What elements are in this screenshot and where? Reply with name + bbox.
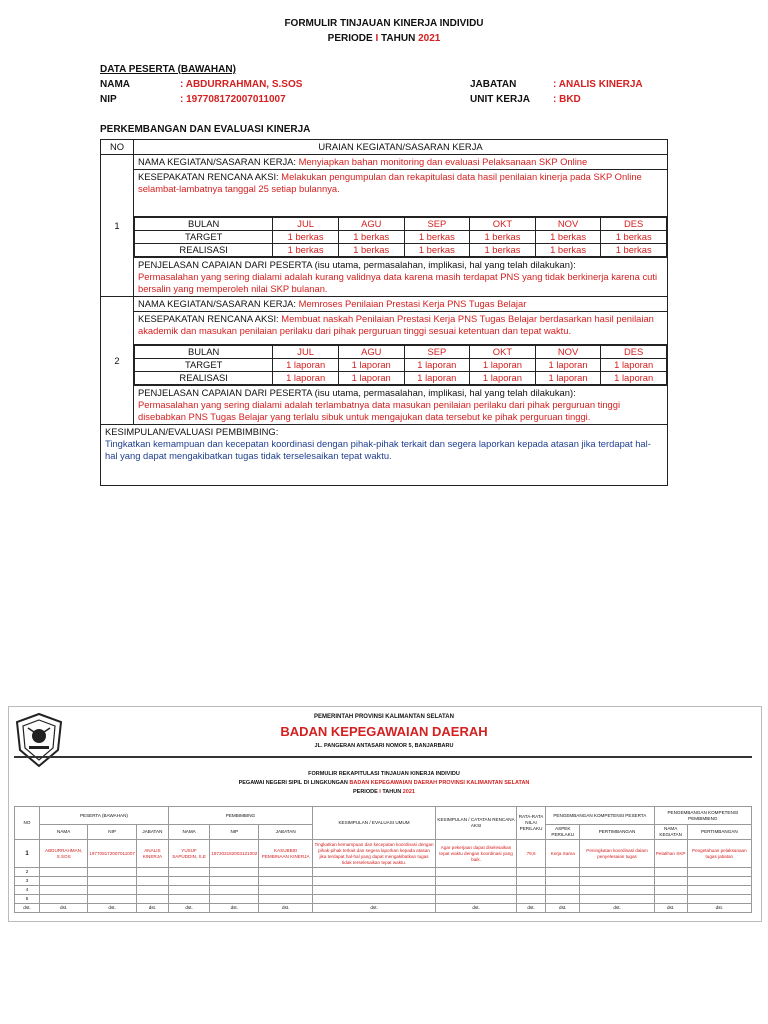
target-cell: 1 laporan <box>601 359 667 372</box>
month-cell: SEP <box>404 218 470 231</box>
section-evaluasi: PERKEMBANGAN DAN EVALUASI KINERJA <box>100 124 311 135</box>
form-title: FORMULIR TINJAUAN KINERJA INDIVIDU <box>284 18 484 29</box>
rekap-cell: Peningkatan koordinasi dalam penyelesaian tugas <box>580 840 654 868</box>
realisasi-cell: 1 berkas <box>404 244 470 257</box>
target-label: TARGET <box>135 359 273 372</box>
realisasi-cell: 1 berkas <box>273 244 339 257</box>
rekap-cell: Agar pekerjaan dapat diselesaikan tepat waktu dengan koordinasi yang baik. <box>436 840 517 868</box>
month-cell: AGU <box>338 346 404 359</box>
target-cell: 1 berkas <box>470 231 536 244</box>
emblem-logo <box>14 712 64 768</box>
rekap-cell: 197203182003121002 <box>210 840 259 868</box>
table-row <box>15 877 752 886</box>
nip-label: NIP <box>100 94 117 105</box>
rekap-alamat: JL. PANGERAN ANTASARI NOMOR 5, BANJARBARU <box>314 743 454 749</box>
rekap-cell: dst. <box>136 904 168 913</box>
kegiatan-jadwal <box>134 345 668 386</box>
rekap-cell: KASUBBID PEMBINAAN KINERJA <box>259 840 313 868</box>
rekap-cell: Kerja Sama <box>546 840 580 868</box>
rekap-cell: dst. <box>313 904 436 913</box>
rekap-head-pb-nama: NAMA <box>168 825 209 840</box>
rekap-cell: 2 <box>15 868 40 877</box>
rekap-head-pb-jabatan: JABATAN <box>259 825 313 840</box>
rekap-instansi: BADAN KEPEGAWAIAN DAERAH <box>280 724 488 739</box>
rekap-cell: ABDURRAHMAN, S.SOS <box>40 840 88 868</box>
target-cell: 1 laporan <box>470 359 536 372</box>
realisasi-cell: 1 laporan <box>273 372 339 385</box>
rekap-head-peserta: PESERTA (BAWAHAN) <box>40 807 169 825</box>
rekap-title: FORMULIR REKAPITULASI TINJAUAN KINERJA INDIVIDU <box>308 771 460 777</box>
rekap-head-nip: NIP <box>88 825 137 840</box>
jabatan-value: : ANALIS KINERJA <box>553 79 643 90</box>
kesimpulan-cell: KESIMPULAN/EVALUASI PEMBIMBING: Tingkatkan kemampuan dan kecepatan koordinasi dengan pihak-pihak terkait dan segera laporkan kepada atasan jika terdapat hal-hal yang dapat mengakibatkan tugas tidak terselesaikan tepat waktu. <box>101 425 668 486</box>
bulan-label: BULAN <box>135 218 273 231</box>
rekap-cell: Pelatihan SKP <box>654 840 687 868</box>
rekap-cell: dst. <box>580 904 654 913</box>
realisasi-label: REALISASI <box>135 244 273 257</box>
realisasi-cell: 1 berkas <box>601 244 667 257</box>
nama-value: : ABDURRAHMAN, S.SOS <box>180 79 303 90</box>
realisasi-cell: 1 berkas <box>338 244 404 257</box>
month-cell: DES <box>601 346 667 359</box>
rekap-cell: dst. <box>436 904 517 913</box>
kegiatan-no: 1 <box>101 155 134 297</box>
section-peserta: DATA PESERTA (BAWAHAN) <box>100 64 236 75</box>
rekap-head-aspek: ASPEK PERILAKU <box>546 825 580 840</box>
realisasi-label: REALISASI <box>135 372 273 385</box>
rekap-cell: dst. <box>40 904 88 913</box>
realisasi-cell: 1 berkas <box>535 244 601 257</box>
kegiatan-rencana-cell: KESEPAKATAN RENCANA AKSI: Membuat naskah Penilaian Prestasi Kerja PNS Tugas Belajar berdasarkan hasil penilaian akademik dan masukan penilaian perilaku dari pihak perguruan tinggi sesuai ketentuan dan tepat waktu. <box>134 312 668 345</box>
month-cell: SEP <box>404 346 470 359</box>
realisasi-cell: 1 laporan <box>338 372 404 385</box>
rekap-cell: YUSUF SAPUDDIN, S.E <box>168 840 209 868</box>
rekap-cell: dst. <box>546 904 580 913</box>
target-cell: 1 berkas <box>404 231 470 244</box>
col-uraian: URAIAN KEGIATAN/SASARAN KERJA <box>134 140 668 155</box>
month-cell: NOV <box>535 218 601 231</box>
col-no: NO <box>101 140 134 155</box>
rekap-head-no: NO <box>15 807 40 840</box>
rekap-cell: dst. <box>517 904 546 913</box>
rekap-head-nama-kegiatan: NAMA KEGIATAN <box>654 825 687 840</box>
target-cell: 1 laporan <box>535 359 601 372</box>
target-cell: 1 laporan <box>338 359 404 372</box>
month-cell: OKT <box>470 346 536 359</box>
rekap-head-pertimbangan: PERTIMBANGAN <box>580 825 654 840</box>
bulan-label: BULAN <box>135 346 273 359</box>
header-divider <box>14 756 752 758</box>
kegiatan-nama-cell: NAMA KEGIATAN/SASARAN KERJA: Memroses Penilaian Prestasi Kerja PNS Tugas Belajar <box>134 297 668 312</box>
form-periode: PERIODE I TAHUN 2021 <box>327 33 441 44</box>
table-row <box>15 886 752 895</box>
rekap-cell: dst. <box>654 904 687 913</box>
rekap-head-kompetensi-peserta: PENGEMBANGAN KOMPETENSI PESERTA <box>546 807 655 825</box>
rekap-cell: 79,6 <box>517 840 546 868</box>
month-cell: JUL <box>273 218 339 231</box>
rekap-cell: 197708172007011007 <box>88 840 137 868</box>
target-cell: 1 laporan <box>404 359 470 372</box>
jabatan-label: JABATAN <box>470 79 517 90</box>
realisasi-cell: 1 berkas <box>470 244 536 257</box>
rekap-head-pembimbing: PEMBIMBING <box>168 807 312 825</box>
kegiatan-rencana-cell: KESEPAKATAN RENCANA AKSI: Melakukan pengumpulan dan rekapitulasi data hasil penilaian kinerja pada SKP Online selambat-lambatnya tanggal 25 setiap bulannya. <box>134 170 668 217</box>
rekap-cell: 1 <box>15 840 40 868</box>
unit-value: : BKD <box>553 94 581 105</box>
target-cell: 1 laporan <box>273 359 339 372</box>
rekap-head-rata: RATA-RATA NILAI PERILAKU <box>517 807 546 840</box>
table-row <box>15 895 752 904</box>
rekap-subtitle: PEGAWAI NEGERI SIPIL DI LINGKUNGAN BADAN KEPEGAWAIAN DAERAH PROVINSI KALIMANTAN SELATAN <box>238 780 530 786</box>
month-cell: DES <box>601 218 667 231</box>
target-cell: 1 berkas <box>601 231 667 244</box>
rekap-head-jabatan: JABATAN <box>136 825 168 840</box>
nip-value: : 197708172007011007 <box>180 94 286 105</box>
month-cell: NOV <box>535 346 601 359</box>
rekap-cell: 4 <box>15 886 40 895</box>
table-row <box>15 904 752 913</box>
rekap-cell: dst. <box>168 904 209 913</box>
rekap-head-pertimbangan2: PERTIMBANGAN <box>687 825 751 840</box>
table-row <box>15 868 752 877</box>
evaluasi-table <box>100 139 668 486</box>
target-cell: 1 berkas <box>338 231 404 244</box>
rekap-cell: 5 <box>15 895 40 904</box>
month-cell: AGU <box>338 218 404 231</box>
target-cell: 1 berkas <box>535 231 601 244</box>
rekap-cell: Tingkatkan kemampuan dan kecepatan koordinasi dengan pihak-pihak terkait dan segera laporkan kepada atasan jika terdapat hal-hal yang dapat mengakibatkan tugas tidak terselesaikan tepat waktu. <box>313 840 436 868</box>
rekap-cell: dst. <box>687 904 751 913</box>
rekap-cell: 3 <box>15 877 40 886</box>
table-row <box>15 840 752 868</box>
rekap-pemprov: PEMERINTAH PROVINSI KALIMANTAN SELATAN <box>314 714 454 720</box>
realisasi-cell: 1 laporan <box>404 372 470 385</box>
kegiatan-penjelasan-cell: PENJELASAN CAPAIAN DARI PESERTA (isu utama, permasalahan, implikasi, hal yang telah dilakukan): Permasalahan yang sering dialami adalah kurang validnya data karena masih terdapat PNS yang tidak berkinerja karena cuti bersalin yang memperoleh nilai SKP bulanan. <box>134 258 668 297</box>
month-cell: OKT <box>470 218 536 231</box>
kegiatan-nama-cell: NAMA KEGIATAN/SASARAN KERJA: Menyiapkan bahan monitoring dan evaluasi Pelaksanaan SKP Online <box>134 155 668 170</box>
rekap-head-kompetensi-pembimbing: PENGEMBANGAN KOMPETENSI PEMBIMBING <box>654 807 751 825</box>
rekap-cell: dst. <box>88 904 137 913</box>
rekap-cell: ANALIS KINERJA <box>136 840 168 868</box>
month-cell: JUL <box>273 346 339 359</box>
rekap-head-nama: NAMA <box>40 825 88 840</box>
kegiatan-no: 2 <box>101 297 134 425</box>
realisasi-cell: 1 laporan <box>470 372 536 385</box>
rekap-periode: PERIODE I TAHUN 2021 <box>353 789 415 795</box>
rekap-cell: dst. <box>259 904 313 913</box>
rekap-table <box>14 806 752 913</box>
rekap-head-catatan: KESIMPULAN / CATATAN RENCANA AKSI <box>436 807 517 840</box>
kegiatan-jadwal <box>134 217 668 258</box>
target-cell: 1 berkas <box>273 231 339 244</box>
rekap-head-pb-nip: NIP <box>210 825 259 840</box>
rekap-cell: dst. <box>15 904 40 913</box>
nama-label: NAMA <box>100 79 130 90</box>
realisasi-cell: 1 laporan <box>601 372 667 385</box>
kegiatan-penjelasan-cell: PENJELASAN CAPAIAN DARI PESERTA (isu utama, permasalahan, implikasi, hal yang telah dilakukan): Permasalahan yang sering dialami adalah terlambatnya data masukan penilaian perilaku dari pihak perguruan tinggi disebabkan PNS Tugas Belajar yang terlalu sibuk untuk mengajukan data tersebut ke pihak perguruan tinggi. <box>134 386 668 425</box>
unit-label: UNIT KERJA <box>470 94 531 105</box>
target-label: TARGET <box>135 231 273 244</box>
rekap-cell: dst. <box>210 904 259 913</box>
rekap-head-kesimpulan: KESIMPULAN / EVALUASI UMUM <box>313 807 436 840</box>
realisasi-cell: 1 laporan <box>535 372 601 385</box>
rekap-cell: Pengetahuan pelaksanaan tugas jabatan <box>687 840 751 868</box>
